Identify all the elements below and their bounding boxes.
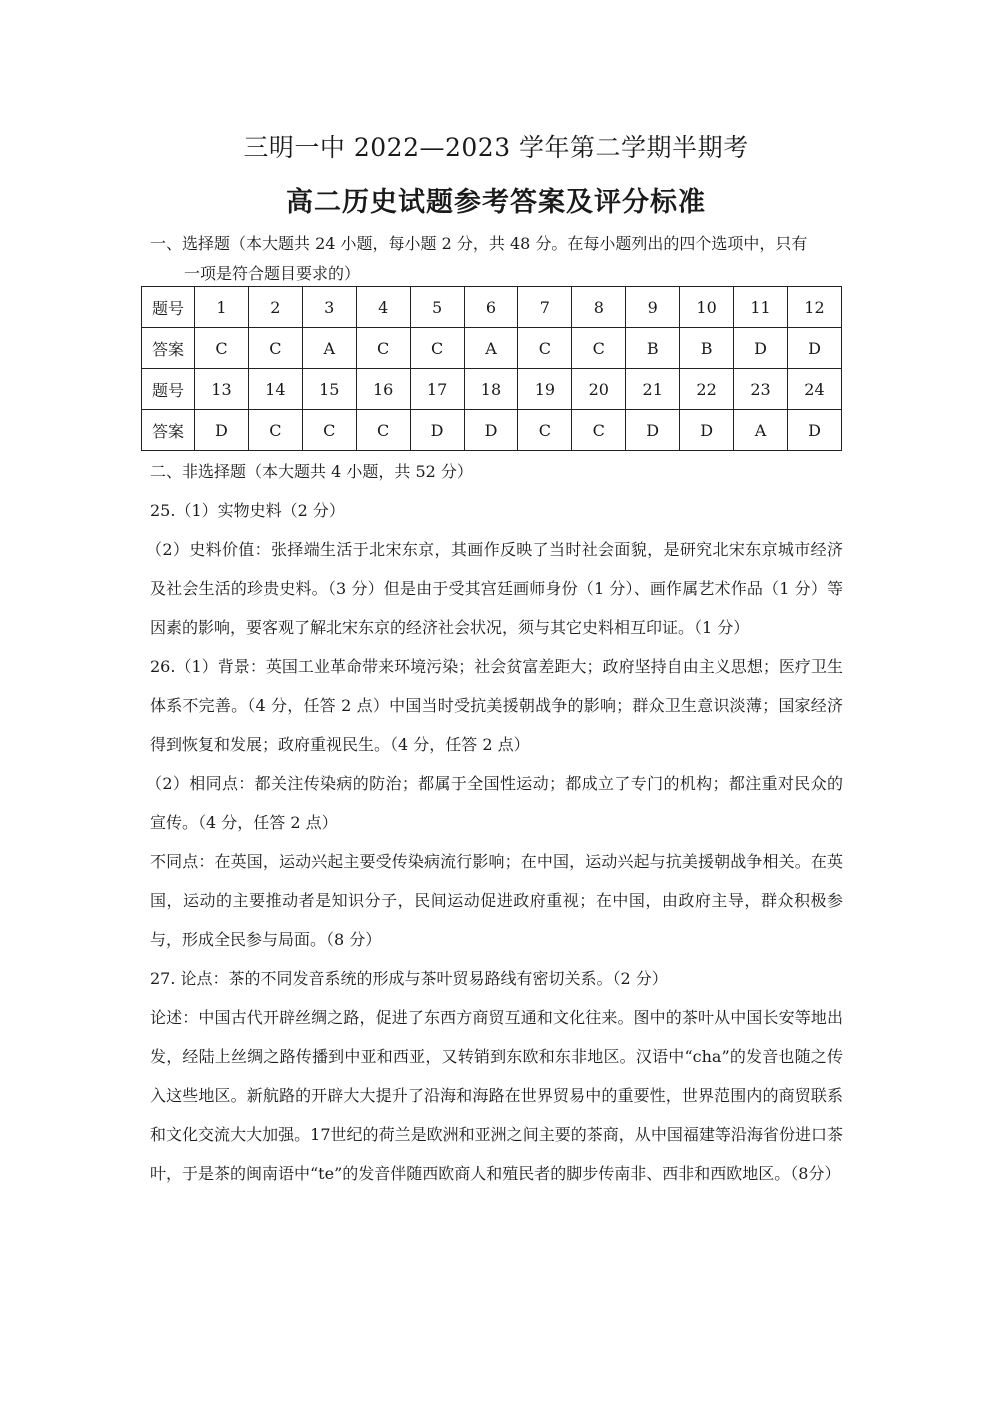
section-one-line2: 一项是符合题目要求的） bbox=[184, 264, 361, 283]
section-one-line1: 一、选择题（本大题共 24 小题，每小题 2 分，共 48 分。在每小题列出的四个选项中，只有 bbox=[150, 234, 808, 253]
answer-cell: C bbox=[518, 328, 572, 369]
answer-key-title: 高二历史试题参考答案及评分标准 bbox=[286, 187, 706, 218]
answer-cell: D bbox=[195, 410, 249, 451]
question-number-cell: 11 bbox=[734, 287, 788, 328]
question-number-cell: 9 bbox=[626, 287, 680, 328]
question-number-cell: 8 bbox=[572, 287, 626, 328]
answer-cell: B bbox=[626, 328, 680, 369]
question-number-cell: 10 bbox=[680, 287, 734, 328]
table-row-answers bbox=[142, 328, 842, 369]
question-number-cell: 17 bbox=[410, 369, 464, 410]
question-number-cell: 20 bbox=[572, 369, 626, 410]
question-number-cell: 14 bbox=[248, 369, 302, 410]
q27-part1: 27. 论点：茶的不同发音系统的形成与茶叶贸易路线有密切关系。（2 分） bbox=[150, 969, 668, 988]
answer-cell: A bbox=[302, 328, 356, 369]
answer-cell: C bbox=[195, 328, 249, 369]
table-row-numbers bbox=[142, 369, 842, 410]
answer-cell: B bbox=[680, 328, 734, 369]
answer-cell: C bbox=[356, 328, 410, 369]
q25-part1: 25.（1）实物史料（2 分） bbox=[150, 501, 345, 520]
row-label-answer: 答案 bbox=[142, 328, 195, 369]
question-number-cell: 19 bbox=[518, 369, 572, 410]
question-number-cell: 21 bbox=[626, 369, 680, 410]
answer-cell: C bbox=[356, 410, 410, 451]
answer-cell: C bbox=[518, 410, 572, 451]
question-number-cell: 6 bbox=[464, 287, 518, 328]
section-one-heading bbox=[150, 229, 850, 289]
answer-cell: C bbox=[302, 410, 356, 451]
question-number-cell: 13 bbox=[195, 369, 249, 410]
answer-cell: D bbox=[787, 410, 841, 451]
answer-cell: D bbox=[410, 410, 464, 451]
section-two-heading: 二、非选择题（本大题共 4 小题，共 52 分） bbox=[150, 462, 473, 481]
question-number-cell: 3 bbox=[302, 287, 356, 328]
question-number-cell: 18 bbox=[464, 369, 518, 410]
question-number-cell: 16 bbox=[356, 369, 410, 410]
question-number-cell: 2 bbox=[248, 287, 302, 328]
answer-cell: D bbox=[680, 410, 734, 451]
question-number-cell: 23 bbox=[734, 369, 788, 410]
answer-cell: D bbox=[626, 410, 680, 451]
answer-cell: C bbox=[410, 328, 464, 369]
q27-part2: 论述：中国古代开辟丝绸之路，促进了东西方商贸互通和文化往来。图中的茶叶从中国长安等地出发，经陆上丝绸之路传播到中亚和西亚，又转销到东欧和东非地区。汉语中“cha”的发音也随之传入这些地区。新航路的开辟大大提升了沿海和海路在世界贸易中的重要性，世界范围内的商贸联系和文化交流大大加强。17世纪的荷兰是欧洲和亚洲之间主要的茶商，从中国福建等沿海省份进口茶叶，于是茶的闽南语中“te”的发音伴随西欧商人和殖民者的脚步传南非、西非和西欧地区。（8分） bbox=[150, 1008, 843, 1183]
exam-title: 三明一中 2022—2023 学年第二学期半期考 bbox=[243, 133, 749, 162]
answer-cell: A bbox=[734, 410, 788, 451]
question-number-cell: 15 bbox=[302, 369, 356, 410]
q26-part2: （2）相同点：都关注传染病的防治；都属于全国性运动；都成立了专门的机构；都注重对民众的宣传。（4 分，任答 2 点） bbox=[146, 774, 843, 832]
answer-cell: D bbox=[734, 328, 788, 369]
table-row-answers bbox=[142, 410, 842, 451]
row-label-number: 题号 bbox=[142, 369, 195, 410]
question-number-cell: 4 bbox=[356, 287, 410, 328]
section-two bbox=[146, 452, 843, 1193]
question-number-cell: 5 bbox=[410, 287, 464, 328]
row-label-number: 题号 bbox=[142, 287, 195, 328]
question-number-cell: 1 bbox=[195, 287, 249, 328]
table-row-numbers bbox=[142, 287, 842, 328]
answer-cell: C bbox=[572, 328, 626, 369]
question-number-cell: 7 bbox=[518, 287, 572, 328]
question-number-cell: 24 bbox=[787, 369, 841, 410]
answer-cell: C bbox=[572, 410, 626, 451]
row-label-answer: 答案 bbox=[142, 410, 195, 451]
question-number-cell: 12 bbox=[787, 287, 841, 328]
answer-cell: C bbox=[248, 328, 302, 369]
answer-cell: C bbox=[248, 410, 302, 451]
answer-cell: D bbox=[787, 328, 841, 369]
q25-part2: （2）史料价值：张择端生活于北宋东京，其画作反映了当时社会面貌，是研究北宋东京城市经济及社会生活的珍贵史料。（3 分）但是由于受其宫廷画师身份（1 分）、画作属艺术作品（1 分）等因素的影响，要客观了解北宋东京的经济社会状况，须与其它史料相互印证。（1 分） bbox=[146, 540, 843, 637]
q26-part3: 不同点：在英国，运动兴起主要受传染病流行影响；在中国，运动兴起与抗美援朝战争相关。在英国，运动的主要推动者是知识分子，民间运动促进政府重视；在中国，由政府主导，群众积极参与，形成全民参与局面。（8 分） bbox=[150, 852, 843, 949]
answer-cell: A bbox=[464, 328, 518, 369]
answer-table bbox=[141, 286, 842, 451]
answer-cell: D bbox=[464, 410, 518, 451]
q26-part1: 26.（1）背景：英国工业革命带来环境污染；社会贫富差距大；政府坚持自由主义思想；医疗卫生体系不完善。（4 分，任答 2 点）中国当时受抗美援朝战争的影响；群众卫生意识淡薄；国家经济得到恢复和发展；政府重视民生。（4 分，任答 2 点） bbox=[150, 657, 843, 754]
question-number-cell: 22 bbox=[680, 369, 734, 410]
